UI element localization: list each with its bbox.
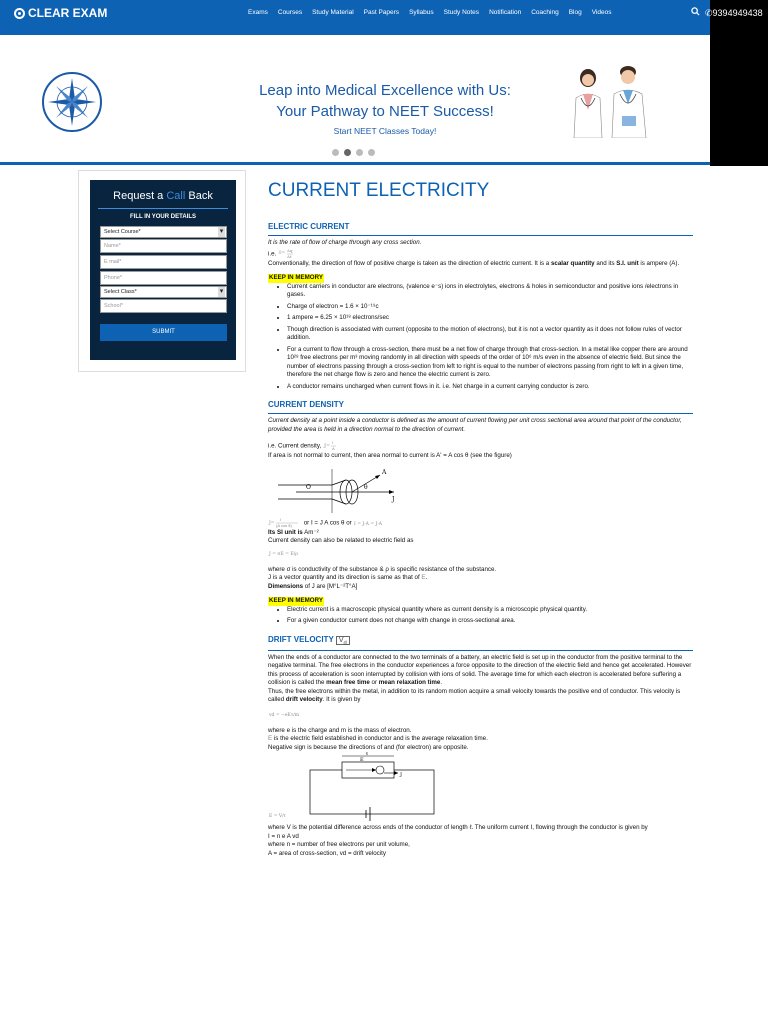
callback-form bbox=[90, 180, 236, 360]
section-heading-drift-velocity: DRIFT VELOCITY $V_d$ bbox=[268, 635, 693, 651]
svg-text:I=: I= bbox=[279, 249, 286, 256]
potential-text: where V is the potential difference across ends of the conductor of length ℓ. The uniform current I, flowing through the conductor is given by bbox=[268, 824, 648, 832]
formula-image bbox=[268, 546, 308, 564]
course-select[interactable]: Select Course* ▾ bbox=[100, 226, 227, 238]
svg-text:A: A bbox=[331, 446, 335, 451]
formula-image bbox=[268, 808, 298, 822]
svg-text:I: I bbox=[280, 516, 282, 522]
banner-cta-link[interactable]: Start NEET Classes Today! bbox=[333, 126, 437, 136]
nav-coaching[interactable]: Coaching bbox=[531, 9, 559, 16]
svg-text:vd = −eEτ/m: vd = −eEτ/m bbox=[269, 712, 300, 718]
svg-text:J=: J= bbox=[269, 520, 275, 526]
phone-field[interactable]: Phone* bbox=[100, 271, 227, 285]
nav-videos[interactable]: Videos bbox=[591, 9, 612, 16]
formula-image bbox=[268, 517, 302, 529]
banner-headline-line2: Your Pathway to NEET Success! bbox=[276, 103, 494, 120]
formula-line: i.e. Current density, J= I A bbox=[268, 440, 693, 452]
name-field[interactable]: Name* bbox=[100, 239, 227, 253]
definition-text: Current density at a point inside a conductor is defined as the amount of current flowing per unit cross sectional area around that point of the conductor, provided the area is held in a direction normal to the direction of current. bbox=[268, 417, 682, 433]
doctors-illustration bbox=[566, 64, 662, 138]
svg-text:I: I bbox=[331, 440, 334, 445]
memory-list bbox=[287, 606, 693, 626]
formula-image bbox=[353, 518, 387, 528]
convention-text: Conventionally, the direction of flow of positive charge is taken as the direction of electric current. It is a scalar quantity and its S.I. unit is ampere (A). bbox=[268, 259, 680, 267]
search-icon[interactable] bbox=[691, 7, 700, 18]
normal-area-text: If area is not normal to current, then area normal to current is A' = A cos θ (see the figure) bbox=[268, 452, 512, 459]
section-heading-current-density: CURRENT DENSITY bbox=[268, 400, 693, 414]
class-select[interactable]: Select Class* ▾ bbox=[100, 286, 227, 298]
list-item: • Though direction is associated with current (opposite to the motion of electrons), but it is not a vector quantity as it does not follow rules of vector addition. bbox=[287, 326, 693, 343]
definition-text: It is the rate of flow of charge through any cross section. bbox=[268, 239, 422, 246]
nav-notification[interactable]: Notification bbox=[489, 9, 522, 16]
section-heading-electric-current: ELECTRIC CURRENT bbox=[268, 222, 693, 236]
phone-icon: ✆ bbox=[705, 8, 713, 18]
formula-line: i.e. I= Δq Δt bbox=[268, 248, 693, 260]
carousel-dot[interactable] bbox=[356, 149, 363, 156]
svg-text:ℓ: ℓ bbox=[365, 752, 369, 758]
svg-text:θ: θ bbox=[364, 483, 368, 491]
vector-text: J is a vector quantity and its direction is same as that of E. bbox=[268, 574, 428, 581]
nav-blog[interactable]: Blog bbox=[568, 9, 582, 16]
side-black-panel bbox=[710, 0, 768, 166]
keep-in-memory-label: KEEP IN MEMORY bbox=[269, 274, 323, 281]
svg-text:Δq: Δq bbox=[287, 247, 293, 253]
nav-study-notes[interactable]: Study Notes bbox=[443, 9, 480, 16]
nav-exams[interactable]: Exams bbox=[248, 9, 268, 16]
relation-text: Current density can also be related to electric field as bbox=[268, 537, 414, 544]
list-item: • A conductor remains uncharged when current flows in it. i.e. Net charge in a current carrying conductor is zero. bbox=[287, 383, 693, 392]
nav-study-material[interactable]: Study Material bbox=[312, 9, 354, 16]
list-item: • For a given conductor current does not change with change in cross-sectional area. bbox=[287, 617, 693, 626]
logo-text: CLEAR EXAM bbox=[28, 6, 108, 20]
where-text: where n = number of free electrons per unit volume, bbox=[268, 841, 410, 849]
phone-number[interactable] bbox=[705, 8, 763, 19]
svg-text:O: O bbox=[306, 483, 311, 491]
svg-text:A: A bbox=[382, 468, 387, 476]
negative-text: Negative sign is because the directions of and (for electron) are opposite. bbox=[268, 743, 469, 751]
where-text: A = area of cross-section, vd = drift velocity bbox=[268, 849, 386, 857]
svg-text:(A cos θ): (A cos θ) bbox=[276, 522, 292, 528]
top-navbar bbox=[0, 0, 710, 35]
phone-text: 9394949438 bbox=[712, 8, 763, 18]
logo-icon bbox=[14, 8, 25, 19]
nav-syllabus[interactable]: Syllabus bbox=[409, 9, 434, 16]
carousel-dot-active[interactable] bbox=[344, 149, 351, 156]
banner-headline bbox=[220, 80, 550, 122]
formula-line: J= I (A cos θ) or I = J A cos θ or I = J·A = J·A bbox=[268, 517, 693, 529]
svg-text:J: J bbox=[392, 495, 395, 503]
conductor-figure bbox=[276, 463, 406, 515]
keep-in-memory-label: KEEP IN MEMORY bbox=[269, 597, 323, 604]
banner-headline-line1: Leap into Medical Excellence with Us: bbox=[259, 82, 511, 99]
compass-logo-icon bbox=[42, 72, 102, 132]
si-unit-text: Its SI unit is Am⁻² bbox=[268, 528, 319, 536]
svg-text:J=: J= bbox=[323, 443, 331, 449]
list-item: • For a current to flow through a cross-section, there must be a net flow of charge through that cross-section. In a metal like copper there are around 10²⁸ free electrons per m³ moving randomly in all direction with speeds of the order of 10⁶ m/s even in the absence of electric field. But since the number of electrons passing through a cross-section from left to right is equal to the number of electrons passing from right to left in a given time, therefore the net charge flow is zero and hence the electric current is zero. bbox=[287, 346, 693, 380]
list-item: • 1 ampere = 6.25 × 10¹⁸ electrons/sec bbox=[287, 314, 693, 323]
drift-paragraph: When the ends of a conductor are connected to the two terminals of a battery, an electric field is set up in the conductor from the positive terminal to the negative terminal. The free electrons in the conductor experiences a force opposite to the direction of the electric field and hence get accelerated. However this process of acceleration is soon interrupted by collision with ions of solid. The average time for which each electron is accelerated before suffering a collision is called the mean free time or mean relaxation time. bbox=[268, 653, 692, 687]
list-item: • Charge of electron = 1.6 × 10⁻¹⁹c bbox=[287, 303, 693, 312]
banner-divider bbox=[0, 162, 710, 165]
page-title: CURRENT ELECTRICITY bbox=[268, 180, 490, 201]
drift-paragraph: Thus, the free electrons within the metal, in addition to its random motion acquire a small velocity towards the positive end of conductor. This velocity is called drift velocity. It is given by bbox=[268, 687, 681, 704]
carousel-dot[interactable] bbox=[368, 149, 375, 156]
current-equation: I = n e A vd bbox=[268, 832, 299, 840]
submit-button[interactable]: SUBMIT bbox=[100, 324, 227, 341]
field-text: E is the electric field established in conductor and is the average relaxation time. bbox=[268, 735, 488, 743]
formula-image bbox=[268, 705, 308, 725]
list-item: • Electric current is a macroscopic physical quantity where as current density is a microscopic physical quantity. bbox=[287, 606, 693, 615]
site-logo[interactable] bbox=[14, 6, 107, 20]
circuit-figure bbox=[302, 752, 442, 822]
svg-text:J = σE = E/ρ: J = σE = E/ρ bbox=[269, 551, 298, 557]
form-title: Request a Call Back bbox=[113, 190, 213, 202]
memory-list bbox=[287, 283, 693, 392]
where-text: where σ is conductivity of the substance & ρ is specific resistance of the substance. bbox=[268, 565, 497, 573]
where-text: where e is the charge and m is the mass of electron. bbox=[268, 726, 412, 734]
carousel-dots bbox=[332, 149, 375, 156]
email-field[interactable]: E mail* bbox=[100, 255, 227, 269]
svg-text:E = V/ℓ: E = V/ℓ bbox=[269, 814, 286, 820]
dimension-text: Dimensions of J are [M°L⁻²T°A] bbox=[268, 582, 358, 590]
form-subtitle: FILL IN YOUR DETAILS bbox=[129, 214, 196, 220]
list-item: • Current carriers in conductor are electrons, (valence e⁻s) ions in electrolytes, electrons & holes in semiconductor and positive ions /electrons in gases. bbox=[287, 283, 693, 300]
svg-text:I = J·A = J·A: I = J·A = J·A bbox=[354, 521, 383, 527]
form-divider bbox=[98, 208, 228, 209]
svg-text:J: J bbox=[399, 772, 402, 779]
nav-courses[interactable]: Courses bbox=[277, 9, 303, 16]
formula-image bbox=[278, 248, 300, 260]
article bbox=[268, 180, 693, 858]
svg-text:E: E bbox=[359, 757, 364, 764]
school-field[interactable]: School* bbox=[100, 299, 227, 313]
main-nav bbox=[248, 9, 611, 16]
carousel-dot[interactable] bbox=[332, 149, 339, 156]
formula-image bbox=[323, 440, 339, 452]
nav-past-papers[interactable]: Past Papers bbox=[363, 9, 400, 16]
svg-text:Δt: Δt bbox=[287, 253, 292, 259]
